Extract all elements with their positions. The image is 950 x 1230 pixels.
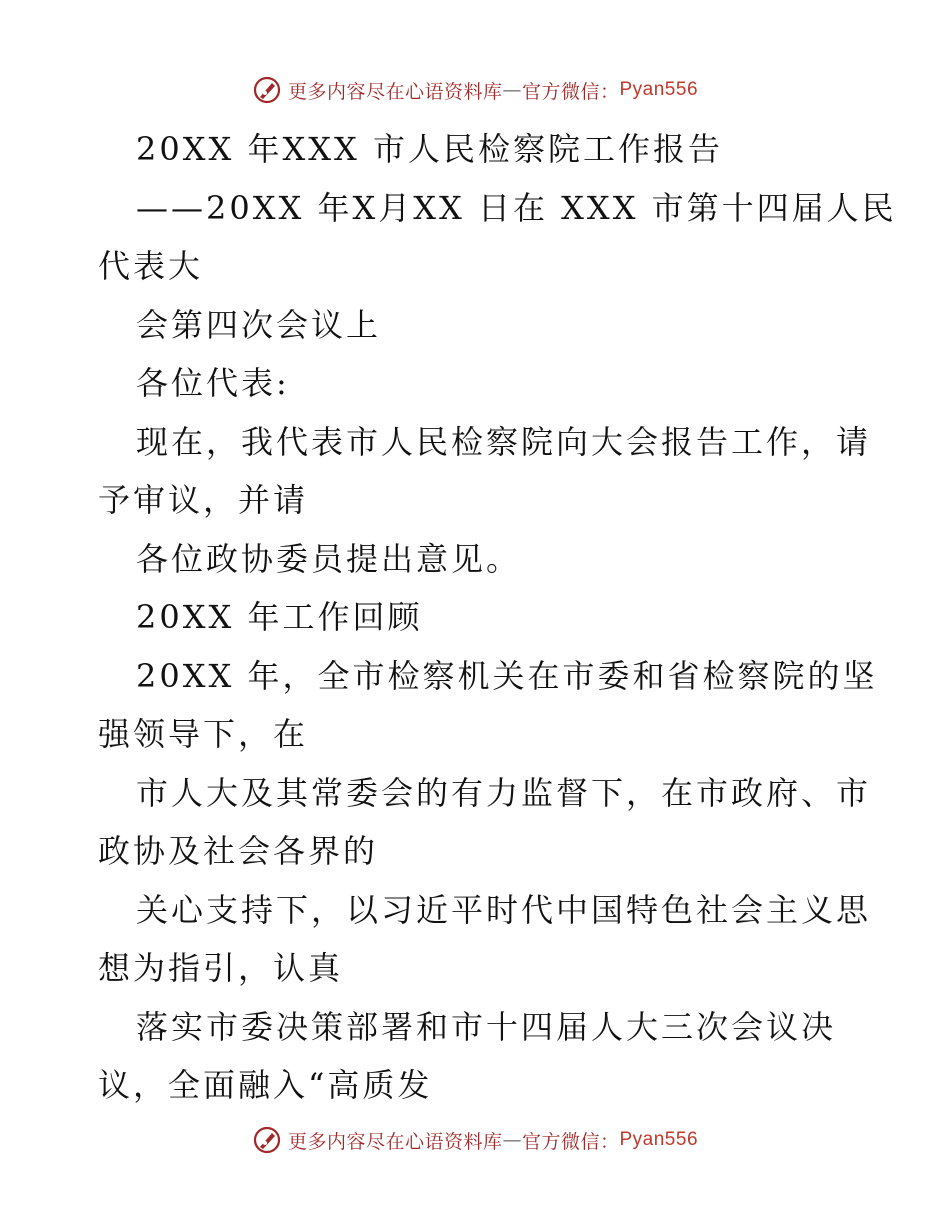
document-line: 落实市委决策部署和市十四届人大三次会议决 xyxy=(136,1007,837,1046)
document-line: 各位政协委员提出意见。 xyxy=(136,539,522,578)
document-line: ——20XX 年X月XX 日在 XXX 市第十四届人民 xyxy=(136,188,897,227)
document-line: 代表大 xyxy=(98,247,204,285)
watermark-separator: — xyxy=(502,1129,522,1151)
pen-circle-logo-icon xyxy=(252,75,282,105)
document-line: 20XX 年XXX 市人民检察院工作报告 xyxy=(136,130,723,168)
document-line: 关心支持下，以习近平时代中国特色社会主义思 xyxy=(136,890,872,929)
document-body xyxy=(98,120,897,1115)
document-line: 强领导下，在 xyxy=(98,715,309,753)
document-line: 市人大及其常委会的有力监督下，在市政府、市 xyxy=(136,773,872,812)
watermark-wechat-id: Pyan556 xyxy=(619,79,699,100)
document-line: 会第四次会议上 xyxy=(136,305,382,344)
header-watermark xyxy=(0,70,950,110)
watermark-wechat-id: Pyan556 xyxy=(619,1129,699,1150)
watermark-brand-text: 更多内容尽在心语资料库 xyxy=(287,80,503,103)
document-line: 议，全面融入“高质发 xyxy=(98,1066,433,1104)
document-line: 想为指引，认真 xyxy=(98,949,344,987)
watermark-brand-text: 更多内容尽在心语资料库 xyxy=(287,1130,503,1153)
document-line: 20XX 年工作回顾 xyxy=(136,598,423,636)
footer-watermark xyxy=(0,1120,950,1160)
document-line: 20XX 年，全市检察机关在市委和省检察院的坚 xyxy=(136,656,878,695)
pen-circle-logo-icon xyxy=(252,1125,282,1155)
document-line: 予审议，并请 xyxy=(98,481,309,519)
watermark-wechat-label: 官方微信： xyxy=(521,1130,620,1153)
document-line: 现在，我代表市人民检察院向大会报告工作，请 xyxy=(136,422,872,461)
watermark-separator: — xyxy=(502,79,522,101)
document-line: 各位代表: xyxy=(136,364,290,402)
watermark-wechat-label: 官方微信： xyxy=(521,80,620,103)
document-line: 政协及社会各界的 xyxy=(98,832,379,870)
